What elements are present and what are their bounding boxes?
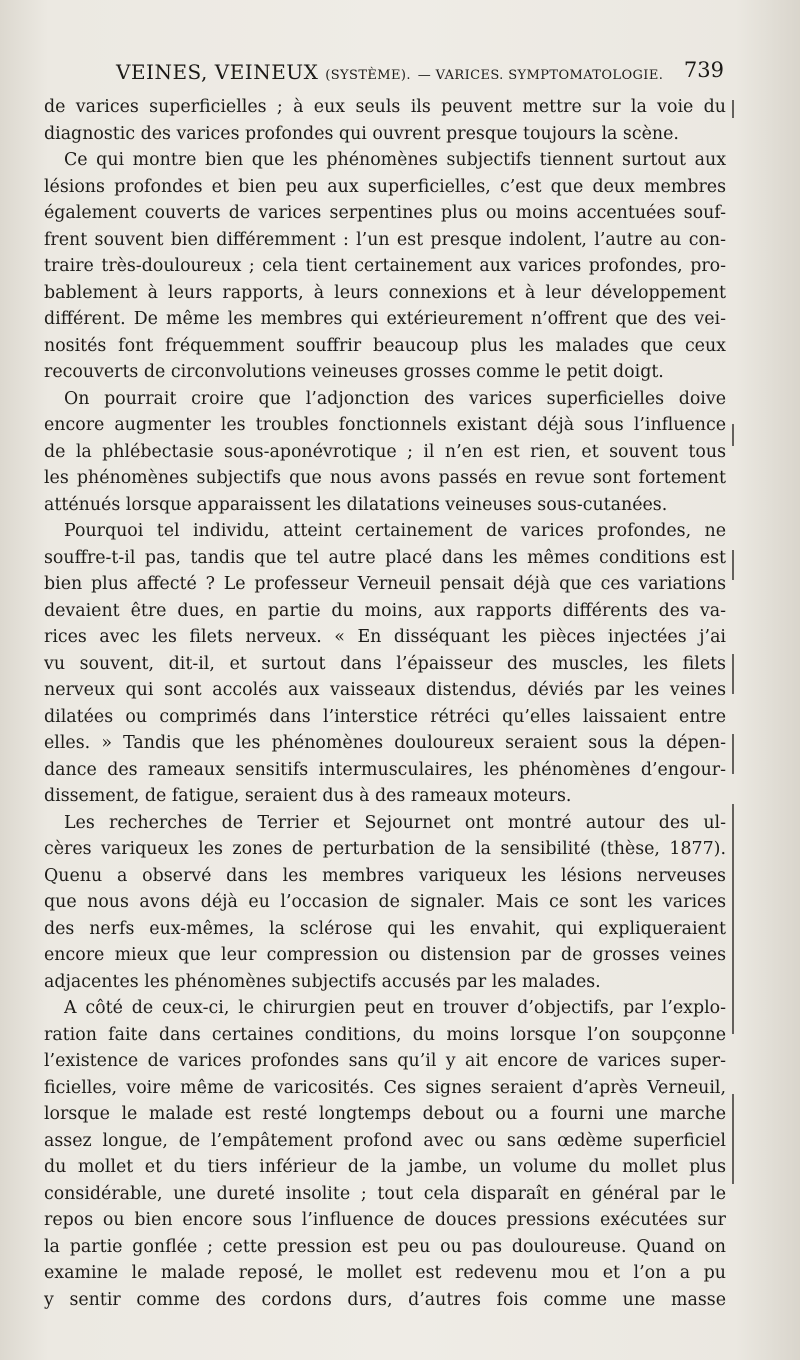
text-line: également couverts de varices serpentines plus ou moins accentuées souf- — [44, 203, 726, 223]
margin-mark — [732, 424, 734, 446]
body-text — [44, 94, 726, 1313]
running-title-main: VEINES, VEINEUX — [116, 60, 319, 84]
text-line: devaient être dues, en partie du moins, aux rapports différents des va- — [44, 600, 726, 621]
text-line: encore mieux que leur compression ou distension par de grosses veines — [44, 945, 726, 965]
page-header — [112, 58, 724, 88]
text-line: nerveux qui sont accolés aux vaisseaux distendus, déviés par les veines — [44, 680, 726, 700]
margin-marks — [726, 94, 746, 1284]
text-line: les phénomènes subjectifs que nous avons passés en revue sont fortement — [44, 468, 726, 488]
running-title — [116, 60, 663, 84]
text-line: ration faite dans certaines conditions, du moins lorsque l’on soupçonne — [44, 1024, 726, 1045]
text-line: Pourquoi tel individu, atteint certainement de varices profondes, ne — [64, 521, 726, 541]
text-line: diagnostic des varices profondes qui ouvrent presque toujours la scène. — [44, 123, 679, 144]
text-line: Quenu a observé dans les membres variqueux les lésions nerveuses — [44, 865, 726, 886]
running-title-paren: (SYSTÈME). — [325, 68, 411, 83]
text-line: encore augmenter les troubles fonctionnels existant déjà sous l’influence — [44, 415, 726, 435]
text-line: l’existence de varices profondes sans qu’il y ait encore de varices super- — [44, 1051, 726, 1071]
text-line: atténués lorsque apparaissent les dilatations veineuses sous-cutanées. — [44, 494, 668, 515]
text-line: On pourrait croire que l’adjonction des varices superficielles doive — [64, 388, 726, 409]
text-line: vu souvent, dit-il, et surtout dans l’épaisseur des muscles, les filets — [44, 653, 726, 674]
text-line: adjacentes les phénomènes subjectifs accusés par les malades. — [44, 971, 601, 992]
text-line: y sentir comme des cordons durs, d’autres fois comme une masse — [44, 1289, 726, 1310]
text-line: examine le malade reposé, le mollet est redevenu mou et l’on a pu — [44, 1263, 726, 1283]
text-line: lorsque le malade est resté longtemps debout ou a fourni une marche — [44, 1104, 726, 1124]
text-line: bien plus affecté ? Le professeur Verneuil pensait déjà que ces variations — [44, 574, 726, 594]
text-line: de la phlébectasie sous-aponévrotique ; il n’en est rien, et souvent tous — [44, 441, 726, 462]
text-line: frent souvent bien différemment : l’un est presque indolent, l’autre au con- — [44, 229, 726, 250]
text-line: nosités font fréquemment souffrir beaucoup plus les malades que ceux — [44, 335, 726, 356]
text-line: dilatées ou comprimés dans l’interstice rétréci qu’elles laissaient entre — [44, 706, 726, 727]
text-line: des nerfs eux-mêmes, la sclérose qui les envahit, qui expliqueraient — [44, 918, 726, 939]
text-line: de varices superficielles ; à eux seuls ils peuvent mettre sur la voie du — [44, 97, 726, 117]
text-line: Les recherches de Terrier et Sejournet ont montré autour des ul- — [64, 812, 726, 833]
page-number: 739 — [683, 58, 724, 82]
margin-mark — [732, 100, 734, 118]
text-line: différent. De même les membres qui extérieurement n’offrent que des vei- — [44, 309, 726, 329]
text-line: A côté de ceux-ci, le chirurgien peut en trouver d’objectifs, par l’explo- — [64, 998, 726, 1018]
text-line: dance des rameaux sensitifs intermusculaires, les phénomènes d’engour- — [44, 759, 726, 780]
margin-mark — [732, 804, 734, 1034]
text-line: repos ou bien encore sous l’influence de douces pressions exécutées sur — [44, 1210, 726, 1230]
text-line: la partie gonflée ; cette pression est peu ou pas douloureuse. Quand on — [44, 1236, 726, 1257]
text-line: considérable, une dureté insolite ; tout cela disparaît en général par le — [44, 1183, 726, 1204]
margin-mark — [732, 1094, 734, 1184]
text-line: assez longue, de l’empâtement profond avec ou sans œdème superficiel — [44, 1130, 726, 1151]
text-line: traire très-douloureux ; cela tient certainement aux varices profondes, pro- — [44, 256, 726, 276]
text-line: lésions profondes et bien peu aux superficielles, c’est que deux membres — [44, 176, 726, 197]
text-line: du mollet et du tiers inférieur de la jambe, un volume du mollet plus — [44, 1157, 726, 1177]
margin-mark — [732, 654, 734, 694]
text-line: rices avec les filets nerveux. « En disséquant les pièces injectées j’ai — [44, 627, 726, 647]
text-line: souffre-t-il pas, tandis que tel autre placé dans les mêmes conditions est — [44, 547, 726, 568]
text-line: que nous avons déjà eu l’occasion de signaler. Mais ce sont les varices — [44, 892, 726, 912]
running-title-rest: — VARICES. SYMPTOMATOLOGIE. — [417, 68, 664, 83]
margin-mark — [732, 550, 734, 580]
text-line: elles. » Tandis que les phénomènes douloureux seraient sous la dépen- — [44, 733, 726, 753]
text-line: cères variqueux les zones de perturbation de la sensibilité (thèse, 1877). — [44, 839, 726, 859]
text-line: ficielles, voire même de varicosités. Ces signes seraient d’après Verneuil, — [44, 1077, 726, 1098]
margin-mark — [732, 734, 734, 774]
text-line: Ce qui montre bien que les phénomènes subjectifs tiennent surtout aux — [64, 150, 726, 170]
text-line: dissement, de fatigue, seraient dus à des rameaux moteurs. — [44, 786, 572, 806]
text-line: bablement à leurs rapports, à leurs connexions et à leur développement — [44, 282, 726, 303]
text-line: recouverts de circonvolutions veineuses grosses comme le petit doigt. — [44, 362, 664, 382]
